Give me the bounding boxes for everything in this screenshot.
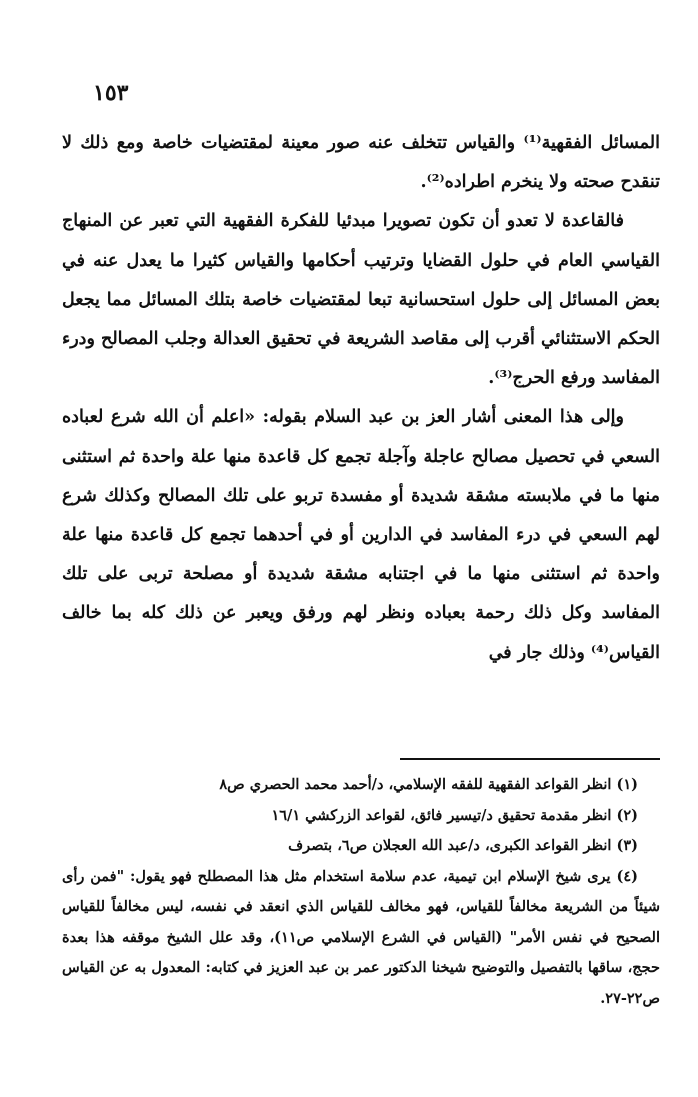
footnote: (٢) انظر مقدمة تحقيق د/تيسير فائق، لقواعد الزركشي ١٦/١ — [271, 806, 638, 824]
main-text — [62, 124, 660, 673]
body-paragraph: فالقاعدة لا تعدو أن تكون تصويرا مبدئيا للفكرة الفقهية التي تعبر عن المنهاج القياسي العام في حلول القضايا وترتيب أحكامها والقياس كثيرا ما يعدل عنه في بعض المسائل إلى حلول استحسانية تبعا لمقتضيات خاصة بتلك المسائل مما يجعل الحكم الاستثنائي أقرب إلى مقاصد الشريعة في تحقيق العدالة وجلب المصالح ودرء المفاسد ورفع الحرج⁽³⁾. — [62, 211, 660, 389]
page-number: ١٥٣ — [93, 80, 129, 106]
body-paragraph: المسائل الفقهية⁽¹⁾ والقياس تتخلف عنه صور معينة لمقتضيات خاصة ومع ذلك لا تنقدح صحته ولا ينخرم اطراده⁽²⁾. — [62, 133, 660, 193]
footnote: (١) انظر القواعد الفقهية للفقه الإسلامي، د/أحمد محمد الحصري ص٨ — [219, 776, 638, 793]
footnotes — [62, 770, 660, 1014]
footnote: (٣) انظر القواعد الكبرى، د/عبد الله العجلان ص٦، بتصرف — [288, 837, 638, 854]
footnote: (٤) يرى شيخ الإسلام ابن تيمية، عدم سلامة استخدام مثل هذا المصطلح فهو يقول: "فمن رأى شيئاً من الشريعة مخالفاً للقياس، فهو مخالف للقياس الذي انعقد في نفسه، ليس مخالفاً للقياس الصحيح في نفس الأمر" (القياس في الشرع الإسلامي ص١١)، وقد علل الشيخ موقفه هذا بعدة حجج، ساقها بالتفصيل والتوضيح شيخنا الدكتور عمر بن عبد العزيز في كتابه: المعدول به عن القياس ص٢٢-٢٧. — [62, 867, 661, 1007]
footnote-separator — [400, 758, 660, 760]
body-paragraph: وإلى هذا المعنى أشار العز بن عبد السلام بقوله: «اعلم أن الله شرع لعباده السعي في تحصيل مصالح عاجلة وآجلة تجمع كل قاعدة منها علة واحدة ثم استثنى منها ما في ملابسته مشقة شديدة أو مفسدة تربو على تلك المصالح وكذلك شرع لهم السعي في درء المفاسد في الدارين أو في أحدهما تجمع كل قاعدة منها علة واحدة ثم استثنى منها ما في اجتنابه مشقة شديدة أو مصلحة تربى على تلك المفاسد وكل ذلك رحمة بعباده ونظر لهم ورفق ويعبر عن ذلك كله بما خالف القياس⁽⁴⁾ وذلك جار في — [62, 407, 660, 663]
